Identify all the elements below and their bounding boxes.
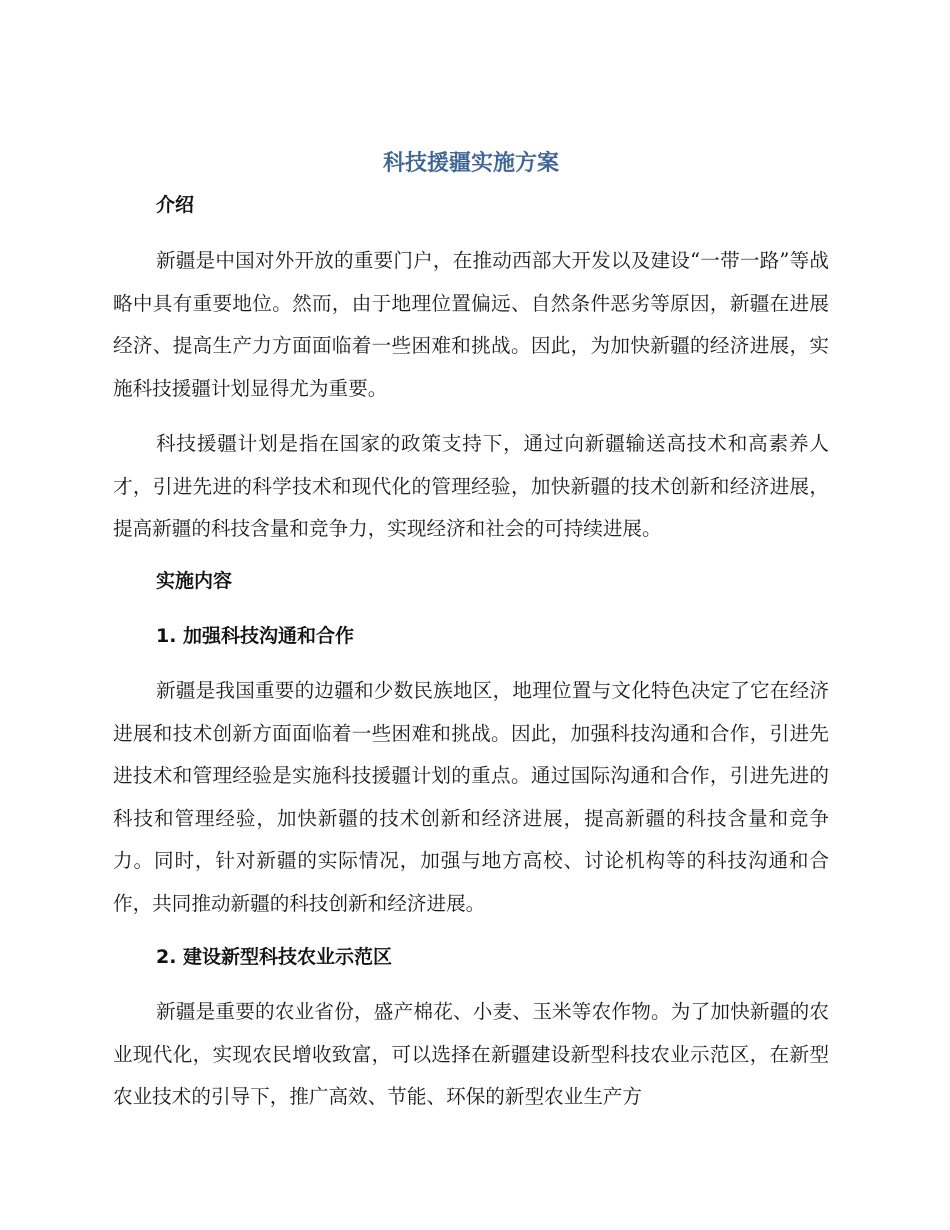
intro-paragraph-1: 新疆是中国对外开放的重要门户，在推动西部大开发以及建设“一带一路”等战略中具有重要地位。然而，由于地理位置偏远、自然条件恶劣等原因，新疆在进展经济、提高生产力方面面临着一些困难和挑战。因此，为加快新疆的经济进展，实施科技援疆计划显得尤为重要。 bbox=[113, 249, 829, 400]
section-heading-implementation: 实施内容 bbox=[156, 570, 233, 592]
subsection-paragraph-1: 新疆是我国重要的边疆和少数民族地区，地理位置与文化特色决定了它在经济进展和技术创新方面面临着一些困难和挑战。因此，加强科技沟通和合作，引进先进技术和管理经验是实施科技援疆计划的重点。通过国际沟通和合作，引进先进的科技和管理经验，加快新疆的技术创新和经济进展，提高新疆的科技含量和竞争力。同时，针对新疆的实际情况，加强与地方高校、讨论机构等的科技沟通和合作，共同推动新疆的科技创新和经济进展。 bbox=[113, 679, 829, 915]
section-heading-intro: 介绍 bbox=[156, 194, 195, 216]
subsection-paragraph-2: 新疆是重要的农业省份，盛产棉花、小麦、玉米等农作物。为了加快新疆的农业现代化，实现农民增收致富，可以选择在新疆建设新型科技农业示范区，在新型农业技术的引导下，推广高效、节能、环保的新型农业生产方 bbox=[113, 1000, 829, 1109]
subsection-heading-2: 2. 建设新型科技农业示范区 bbox=[156, 946, 393, 968]
subsection-heading-1: 1. 加强科技沟通和合作 bbox=[156, 625, 355, 647]
document-title: 科技援疆实施方案 bbox=[382, 151, 559, 176]
intro-paragraph-2: 科技援疆计划是指在国家的政策支持下，通过向新疆输送高技术和高素养人才，引进先进的科学技术和现代化的管理经验，加快新疆的技术创新和经济进展，提高新疆的科技含量和竞争力，实现经济和社会的可持续进展。 bbox=[113, 432, 829, 541]
